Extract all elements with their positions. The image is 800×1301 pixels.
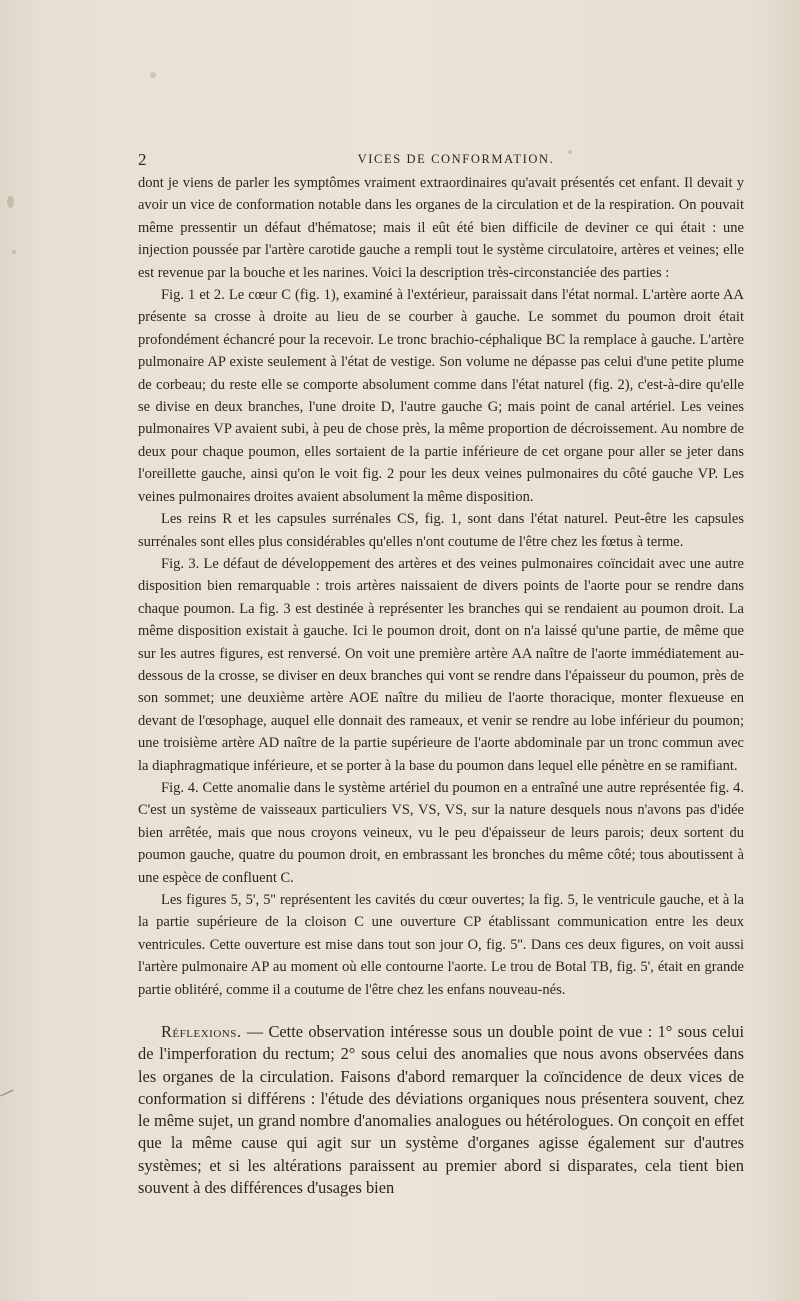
paper-spot [150,72,156,78]
paragraph: dont je viens de parler les symptômes vraiment extraordinaires qu'avait présentés cet enfant. Il devait y avoir un vice de conformation notable dans les organes de la circulation et de la respiration. On pouvait même pressentir un défaut d'hématose; mais il eût été bien difficile de deviner ce qui était : une injection poussée par l'artère carotide gauche a rempli tout le système circulatoire, artères et veines; elle est revenue par la bouche et les narines. Voici la description très-circonstanciée des parties : [138,175,744,281]
reflexions-section [138,1021,744,1199]
reflexions-text: — Cette observation intéresse sous un double point de vue : 1° sous celui de l'imperforation du rectum; 2° sous celui des anomalies que nous avons observées dans les organes de la circulation. Faisons d'abord remarquer la coïncidence de deux vices de conformation si différens : l'étude des déviations organiques nous présentera souvent, chez le même sujet, un grand nombre d'anomalies analogues ou hétérologues. On conçoit en effet que la même cause qui agit sur un système d'organes agisse également sur d'autres systèmes; et si les altérations paraissent au premier abord si disparates, cela tient bien souvent à des différences d'usages bien [138,1022,744,1198]
running-head [138,150,744,172]
page-number: 2 [138,150,147,169]
paragraph: Les reins R et les capsules surrénales CS, fig. 1, sont dans l'état naturel. Peut-être les capsules surrénales sont elles plus considérables qu'elles n'ont coutume de l'être chez les fœtus à terme. [138,511,744,550]
body-text [138,172,744,1001]
paper-spot [7,196,14,208]
paper-spot [12,250,16,254]
reflexions-paragraph [138,1021,744,1199]
running-title: VICES DE CONFORMATION. [357,152,555,166]
paragraph: Fig. 4. Cette anomalie dans le système artériel du poumon en a entraîné une autre représentée fig. 4. C'est un système de vaisseaux particuliers VS, VS, VS, sur la nature desquels nous n'avons pas d'idée bien arrêtée, mais que nous croyons veineux, vu le peu d'épaisseur de leurs parois; deux sortent du poumon gauche, quatre du poumon droit, en embrassant les bronches du même côté; tous aboutissent à une espèce de confluent C. [138,779,744,886]
paragraph: Fig. 3. Le défaut de développement des artères et des veines pulmonaires coïncidait avec une autre disposition bien remarquable : trois artères naissaient de divers points de l'aorte pour se rendre dans chaque poumon. La fig. 3 est destinée à représenter les branches qui se rendaient au poumon droit. La même disposition existait à gauche. Ici le poumon droit, dont on n'a laissé qu'une partie, de même que sur les autres figures, est renversé. On voit une première artère AA naître de l'aorte immédiatement au-dessous de la crosse, se diviser en deux branches qui vont se rendre dans l'épaisseur du poumon, près de son sommet; une deuxième artère AOE naître du milieu de l'aorte thoracique, monter flexueuse en devant de l'œsophage, auquel elle donnait des rameaux, et venir se rendre au lobe inférieur du poumon; une troisième artère AD naître de la partie supérieure de l'aorte abdominale par un tronc commun avec la diaphragmatique inférieure, et se porter à la base du poumon dans lequel elle pénètre en se ramifiant. [138,555,744,774]
margin-mark [0,1090,17,1106]
paragraph: Les figures 5, 5', 5'' représentent les cavités du cœur ouvertes; la fig. 5, le ventricule gauche, et à la la partie supérieure de la cloison C une ouverture CP établissant communication entre les deux ventricules. Cette ouverture est mise dans tout son jour O, fig. 5''. Dans ces deux figures, on voit aussi l'artère pulmonaire AP au moment où elle contourne l'aorte. Le trou de Botal TB, fig. 5', était en grande partie oblitéré, comme il a coutume de l'être chez les enfans nouveau-nés. [138,892,744,998]
reflexions-heading: Réflexions. [161,1022,242,1041]
paragraph: Fig. 1 et 2. Le cœur C (fig. 1), examiné à l'extérieur, paraissait dans l'état normal. L'artère aorte AA présente sa crosse à droite au lieu de se courber à gauche. Le sommet du poumon droit était profondément échancré pour la recevoir. Le tronc brachio-céphalique BC la remplace à gauche. L'artère pulmonaire AP existe seulement à l'état de vestige. Son volume ne dépasse pas celui d'une petite plume de corbeau; du reste elle se comporte absolument comme dans l'état naturel (fig. 2), c'est-à-dire qu'elle se divise en deux branches, l'une droite D, l'autre gauche G; mais point de canal artériel. Les veines pulmonaires VP avaient subi, à peu de chose près, la même proportion de décroissement. Au nombre de deux pour chaque poumon, elles sortaient de la partie inférieure de cet organe pour aller se jeter dans l'oreillette gauche, ainsi qu'on le voit fig. 2 pour les deux veines pulmonaires du côté gauche VP. Les veines pulmonaires droites avaient absolument la même disposition. [138,287,744,505]
